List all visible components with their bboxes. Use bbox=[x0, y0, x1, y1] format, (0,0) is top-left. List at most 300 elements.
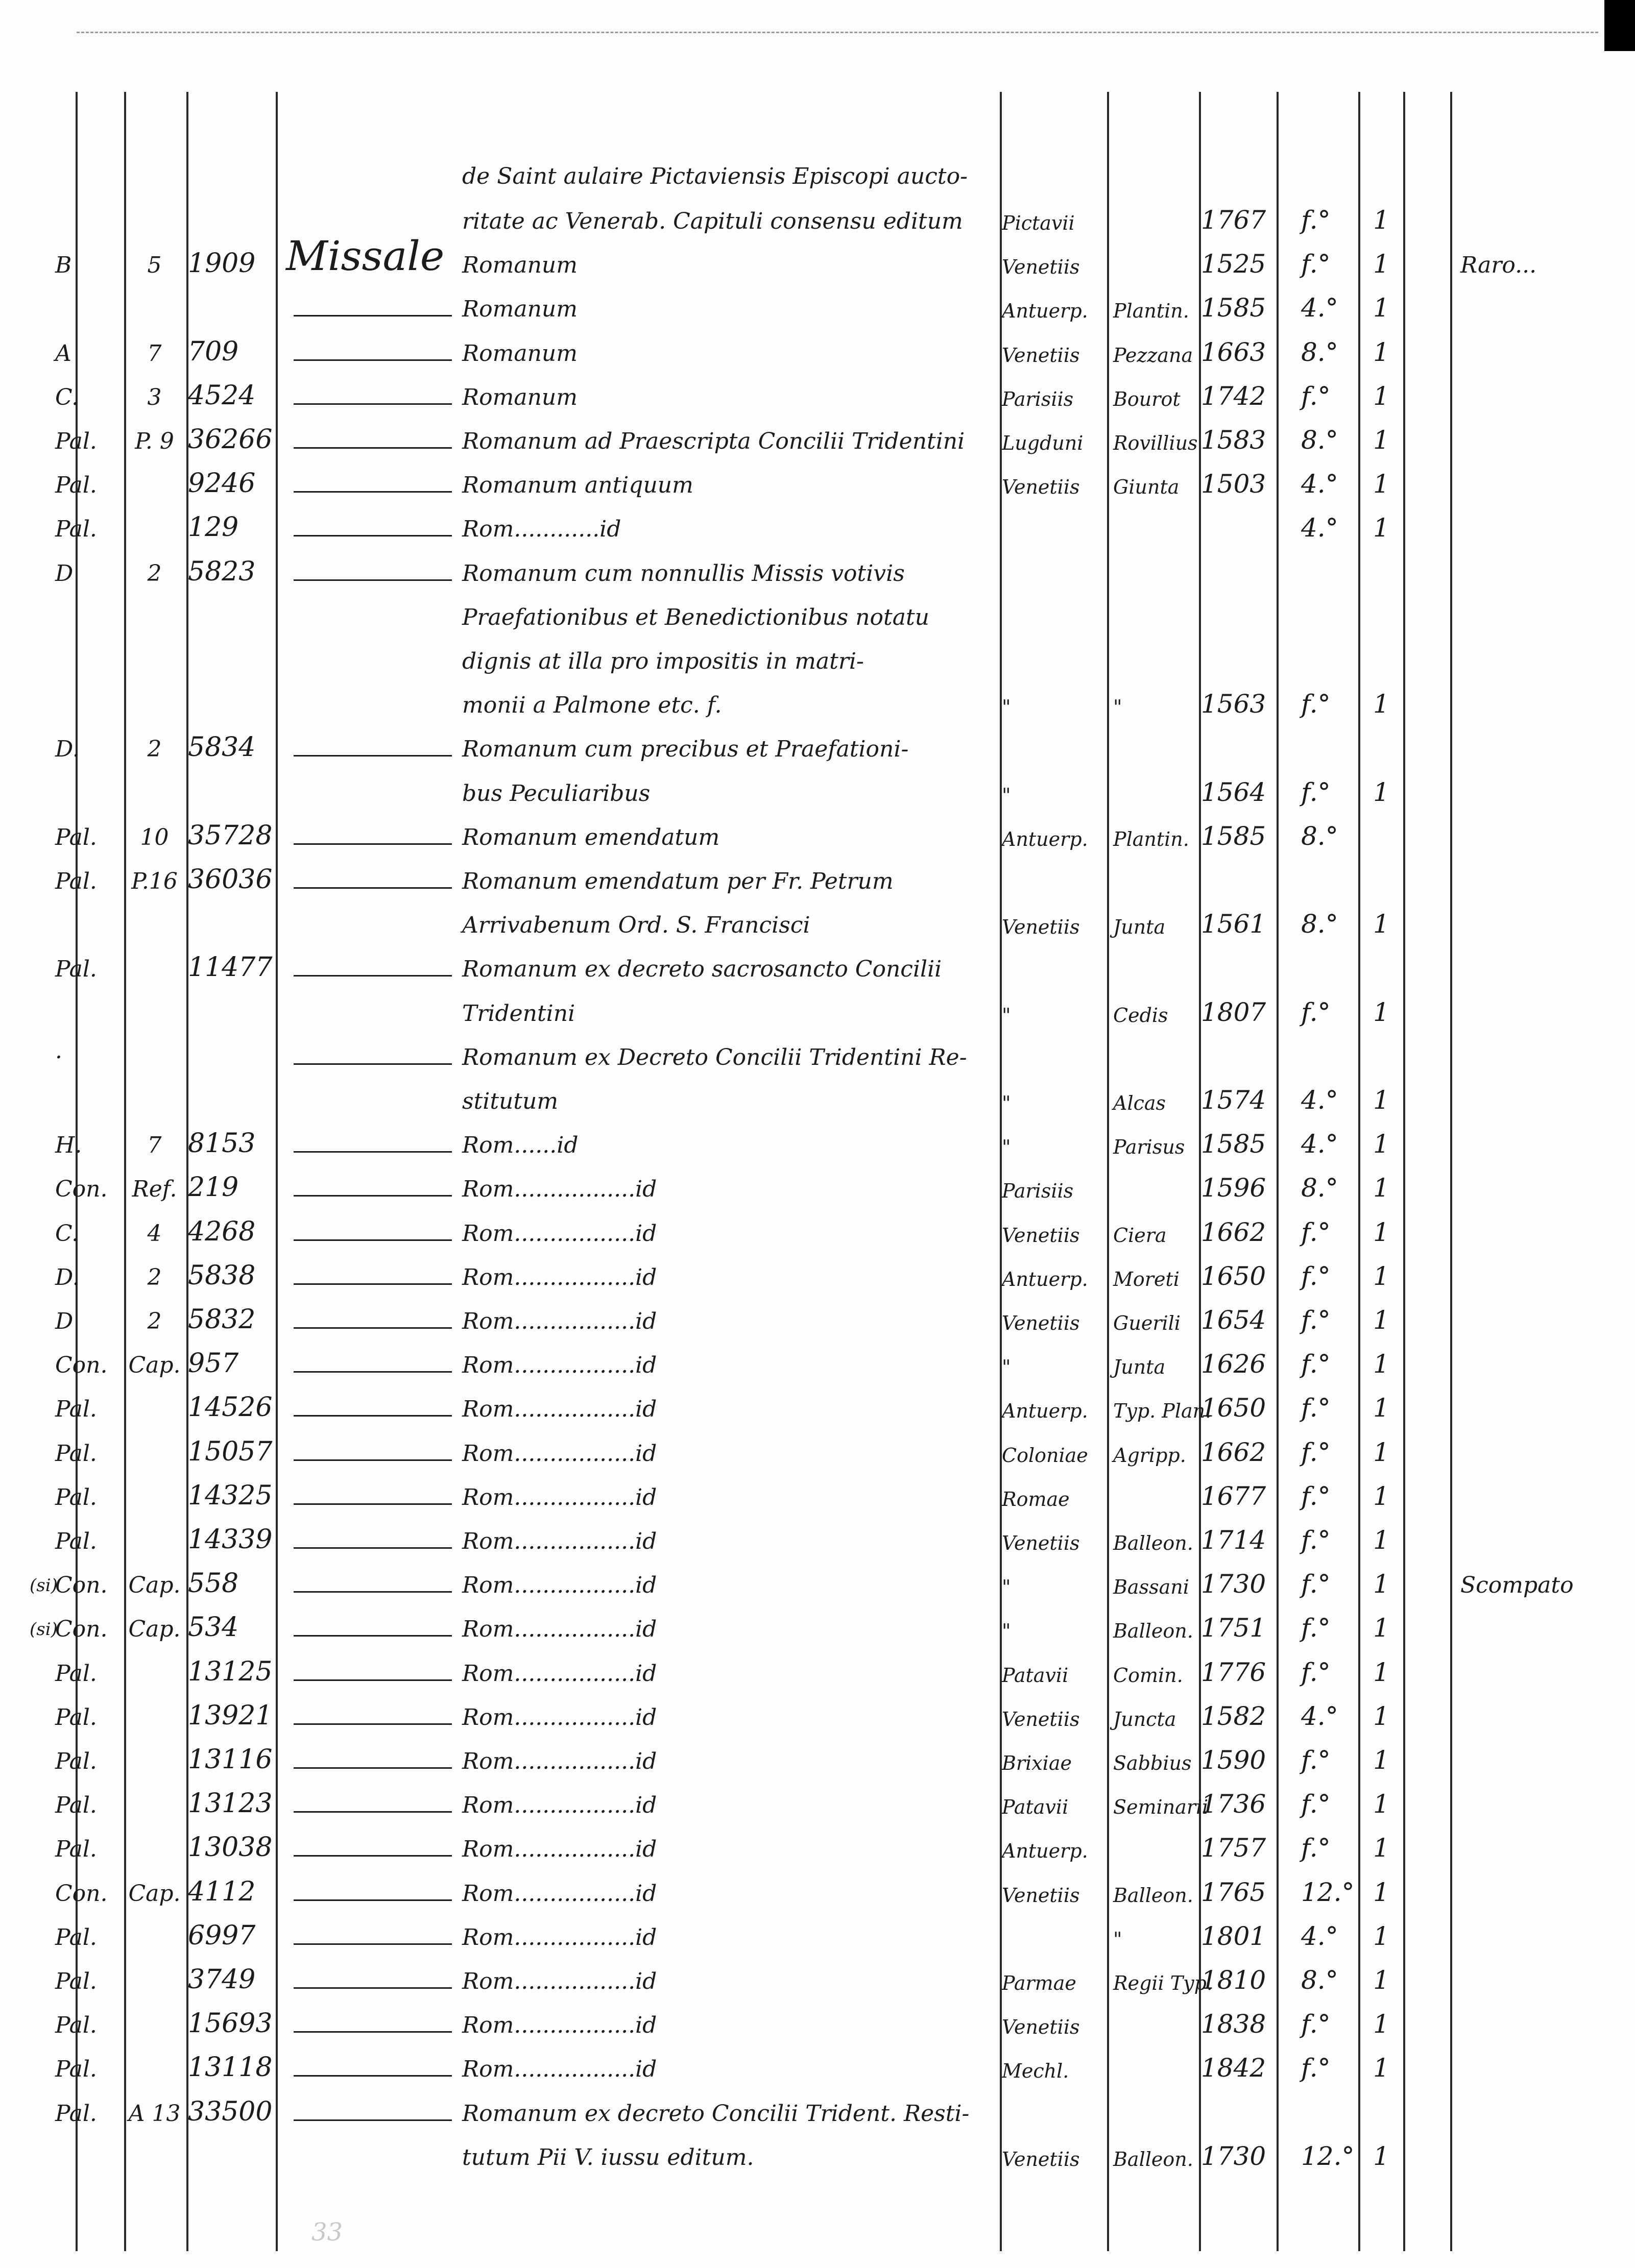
ditto-rule bbox=[294, 535, 452, 536]
volume-count: 1 bbox=[1373, 2141, 1389, 2171]
year: 1730 bbox=[1201, 2141, 1266, 2171]
year: 1650 bbox=[1201, 1393, 1266, 1423]
table-row bbox=[0, 369, 1635, 413]
table-row bbox=[0, 1425, 1635, 1469]
volume-count: 1 bbox=[1373, 1437, 1389, 1467]
place-of-publication: Venetiis bbox=[1002, 476, 1080, 499]
year: 1662 bbox=[1201, 1217, 1266, 1247]
ditto-rule bbox=[294, 1899, 452, 1901]
shelf-mark: Con. bbox=[55, 1176, 108, 1203]
volume-count: 1 bbox=[1373, 293, 1389, 323]
entry-title: Romanum emendatum bbox=[462, 824, 720, 850]
place-of-publication: " bbox=[1002, 696, 1011, 719]
publisher: Agripp. bbox=[1113, 1444, 1186, 1467]
entry-title: Romanum ex Decreto Concilii Tridentini Re- bbox=[462, 1044, 967, 1070]
inventory-number: 36266 bbox=[188, 424, 273, 455]
ditto-rule bbox=[294, 1195, 452, 1197]
year: 1810 bbox=[1201, 1965, 1266, 1995]
shelf-mark: Pal. bbox=[55, 1440, 97, 1467]
ditto-rule bbox=[294, 1855, 452, 1857]
publisher: Sabbius bbox=[1113, 1752, 1192, 1774]
shelf-mark: Pal. bbox=[55, 428, 97, 454]
year: 1776 bbox=[1201, 1657, 1266, 1687]
volume-count: 1 bbox=[1373, 1349, 1389, 1379]
table-row bbox=[0, 1117, 1635, 1161]
volume-count: 1 bbox=[1373, 1745, 1389, 1775]
format: 12.° bbox=[1301, 1877, 1355, 1907]
shelf-mark: Pal. bbox=[55, 1792, 97, 1819]
shelf-mark: C. bbox=[55, 1220, 79, 1247]
table-row bbox=[0, 1381, 1635, 1425]
publisher: Junta bbox=[1113, 916, 1166, 939]
format: 4.° bbox=[1301, 513, 1338, 543]
entry-title: Rom............id bbox=[462, 516, 621, 543]
entry-title: monii a Palmone etc. f. bbox=[462, 692, 722, 719]
volume-count: 1 bbox=[1373, 689, 1389, 719]
format: f.° bbox=[1301, 1349, 1331, 1379]
section-mark: Cap. bbox=[128, 1572, 181, 1599]
volume-count: 1 bbox=[1373, 249, 1389, 279]
ditto-rule bbox=[294, 1503, 452, 1505]
year: 1736 bbox=[1201, 1789, 1266, 1819]
volume-count: 1 bbox=[1373, 1173, 1389, 1203]
inventory-number: 219 bbox=[188, 1172, 239, 1203]
year: 1585 bbox=[1201, 293, 1266, 323]
header-text: ritate ac Venerab. Capituli consensu editum bbox=[462, 208, 963, 234]
year: 1561 bbox=[1201, 909, 1266, 939]
table-row bbox=[0, 2041, 1635, 2085]
inventory-number: 13038 bbox=[188, 1832, 273, 1863]
section-mark: 7 bbox=[147, 1132, 162, 1159]
section-mark: A 13 bbox=[128, 2100, 181, 2127]
table-row bbox=[0, 1337, 1635, 1381]
margin-remark: (si) bbox=[30, 1575, 58, 1596]
volume-count: 1 bbox=[1373, 2009, 1389, 2039]
entry-title: Rom.................id bbox=[462, 2012, 657, 2039]
inventory-number: 33500 bbox=[188, 2096, 273, 2127]
entry-title: Romanum ad Praescripta Concilii Tridentini bbox=[462, 428, 965, 454]
shelf-mark: Con. bbox=[55, 1880, 108, 1907]
year: 1767 bbox=[1201, 205, 1266, 235]
entry-title: Praefationibus et Benedictionibus notatu bbox=[462, 604, 929, 630]
table-row bbox=[0, 985, 1635, 1029]
table-row bbox=[0, 1777, 1635, 1821]
year: 1582 bbox=[1201, 1701, 1266, 1731]
volume-count: 1 bbox=[1373, 1965, 1389, 1995]
table-row bbox=[0, 1513, 1635, 1557]
table-row bbox=[0, 589, 1635, 633]
place-of-publication: Antuerp. bbox=[1002, 1400, 1088, 1423]
entry-title: Rom.................id bbox=[462, 1440, 657, 1467]
ditto-rule bbox=[294, 755, 452, 757]
table-row bbox=[0, 1073, 1635, 1117]
volume-count: 1 bbox=[1373, 1525, 1389, 1555]
inventory-number: 13123 bbox=[188, 1788, 273, 1819]
publisher: Regii Typ. bbox=[1113, 1972, 1213, 1994]
place-of-publication: Parisiis bbox=[1002, 387, 1074, 410]
format: 8.° bbox=[1301, 337, 1338, 367]
format: f.° bbox=[1301, 2053, 1331, 2083]
year: 1574 bbox=[1201, 1085, 1266, 1115]
year: 1842 bbox=[1201, 2053, 1266, 2083]
format: 8.° bbox=[1301, 909, 1338, 939]
place-of-publication: " bbox=[1002, 1356, 1011, 1379]
header-line bbox=[0, 148, 1635, 192]
table-row bbox=[0, 1997, 1635, 2041]
inventory-number: 957 bbox=[188, 1348, 239, 1379]
inventory-number: 558 bbox=[188, 1568, 239, 1599]
format: f.° bbox=[1301, 205, 1331, 235]
table-row bbox=[0, 1733, 1635, 1777]
year: 1662 bbox=[1201, 1437, 1266, 1467]
ditto-rule bbox=[294, 1943, 452, 1945]
inventory-number: 5832 bbox=[188, 1304, 256, 1335]
ditto-rule bbox=[294, 1239, 452, 1241]
section-mark: Cap. bbox=[128, 1616, 181, 1643]
ditto-rule bbox=[294, 1459, 452, 1461]
entry-title: Rom.................id bbox=[462, 1616, 657, 1643]
place-of-publication: " bbox=[1002, 1620, 1011, 1643]
entry-title: Rom.................id bbox=[462, 1308, 657, 1334]
inventory-number: 5838 bbox=[188, 1260, 256, 1291]
ditto-rule bbox=[294, 1679, 452, 1681]
table-row bbox=[0, 1909, 1635, 1953]
format: f.° bbox=[1301, 1525, 1331, 1555]
entry-title: Romanum cum nonnullis Missis votivis bbox=[462, 560, 905, 587]
year: 1801 bbox=[1201, 1921, 1266, 1951]
volume-count: 1 bbox=[1373, 1305, 1389, 1335]
entry-title: Rom.................id bbox=[462, 1352, 657, 1379]
table-row bbox=[0, 281, 1635, 325]
format: f.° bbox=[1301, 1789, 1331, 1819]
shelf-mark: Pal. bbox=[55, 1968, 97, 1994]
inventory-number: 14339 bbox=[188, 1524, 273, 1555]
format: f.° bbox=[1301, 1481, 1331, 1511]
table-row bbox=[0, 809, 1635, 853]
entry-title: Romanum bbox=[462, 340, 578, 367]
table-row bbox=[0, 413, 1635, 457]
table-row bbox=[0, 545, 1635, 589]
ditto-rule bbox=[294, 403, 452, 405]
entry-title: Romanum cum precibus et Praefationi- bbox=[462, 736, 909, 763]
shelf-mark: D bbox=[55, 1308, 74, 1334]
entry-title: Romanum emendatum per Fr. Petrum bbox=[462, 868, 894, 894]
table-row bbox=[0, 232, 1635, 281]
table-row bbox=[0, 1249, 1635, 1293]
entry-title: Arrivabenum Ord. S. Francisci bbox=[462, 912, 810, 939]
table-row bbox=[0, 677, 1635, 721]
place-of-publication: " bbox=[1002, 1136, 1011, 1159]
entry-title: Romanum bbox=[462, 252, 578, 279]
place-of-publication: Parisiis bbox=[1002, 1180, 1074, 1203]
place-of-publication: Antuerp. bbox=[1002, 827, 1088, 850]
inventory-number: 35728 bbox=[188, 820, 273, 851]
shelf-mark: D bbox=[55, 560, 74, 587]
volume-count: 1 bbox=[1373, 1481, 1389, 1511]
table-row bbox=[0, 325, 1635, 369]
entry-title: Rom.................id bbox=[462, 1528, 657, 1554]
year: 1765 bbox=[1201, 1877, 1266, 1907]
volume-count: 1 bbox=[1373, 1085, 1389, 1115]
note: Raro... bbox=[1460, 252, 1537, 279]
format: f.° bbox=[1301, 1569, 1331, 1599]
volume-count: 1 bbox=[1373, 1129, 1389, 1159]
entry-title: Rom.................id bbox=[462, 1220, 657, 1247]
format: 4.° bbox=[1301, 1085, 1338, 1115]
ditto-rule bbox=[294, 887, 452, 889]
volume-count: 1 bbox=[1373, 425, 1389, 455]
section-mark: 3 bbox=[147, 384, 162, 410]
entry-title: Rom.................id bbox=[462, 1176, 657, 1203]
place-of-publication: Antuerp. bbox=[1002, 1840, 1088, 1863]
inventory-number: 3749 bbox=[188, 1964, 256, 1995]
shelf-mark: Pal. bbox=[55, 2100, 97, 2127]
format: f.° bbox=[1301, 1657, 1331, 1687]
volume-count: 1 bbox=[1373, 909, 1389, 939]
entry-title: dignis at illa pro impositis in matri- bbox=[462, 648, 864, 674]
section-mark: P.16 bbox=[131, 868, 178, 894]
volume-count: 1 bbox=[1373, 1217, 1389, 1247]
entry-title: Rom.................id bbox=[462, 1880, 657, 1907]
shelf-mark: B bbox=[55, 252, 72, 279]
year: 1596 bbox=[1201, 1173, 1266, 1203]
inventory-number: 129 bbox=[188, 512, 239, 543]
entry-title: Rom.................id bbox=[462, 1836, 657, 1863]
entry-title: Rom.................id bbox=[462, 2056, 657, 2083]
place-of-publication: " bbox=[1002, 1092, 1011, 1114]
entry-title: Rom.................id bbox=[462, 1924, 657, 1950]
year: 1650 bbox=[1201, 1261, 1266, 1291]
format: f.° bbox=[1301, 1261, 1331, 1291]
table-row bbox=[0, 1293, 1635, 1337]
place-of-publication: Brixiae bbox=[1002, 1752, 1072, 1774]
place-of-publication: Venetiis bbox=[1002, 916, 1080, 939]
entry-title: Rom.................id bbox=[462, 1704, 657, 1730]
publisher: Balleon. bbox=[1113, 1532, 1193, 1554]
place-of-publication: Antuerp. bbox=[1002, 300, 1088, 323]
table-row bbox=[0, 2129, 1635, 2173]
publisher: Balleon. bbox=[1113, 1884, 1193, 1907]
entry-title: tutum Pii V. iussu editum. bbox=[462, 2144, 754, 2171]
table-row bbox=[0, 633, 1635, 677]
format: f.° bbox=[1301, 249, 1331, 279]
table-row bbox=[0, 1821, 1635, 1865]
format: 8.° bbox=[1301, 1173, 1338, 1203]
section-mark: 10 bbox=[140, 824, 169, 850]
entry-title: Romanum ex decreto sacrosancto Concilii bbox=[462, 956, 942, 983]
section-mark: Ref. bbox=[132, 1176, 177, 1203]
shelf-mark: D. bbox=[55, 1264, 80, 1290]
year: 1654 bbox=[1201, 1305, 1266, 1335]
place-of-publication: Coloniae bbox=[1002, 1444, 1088, 1467]
ditto-rule bbox=[294, 1415, 452, 1417]
shelf-mark: Con. bbox=[55, 1352, 108, 1379]
place-of-publication: " bbox=[1002, 784, 1011, 807]
entry-title: Romanum antiquum bbox=[462, 472, 693, 499]
format: 12.° bbox=[1301, 2141, 1355, 2171]
shelf-mark: Pal. bbox=[55, 1704, 97, 1730]
format: 8.° bbox=[1301, 821, 1338, 851]
place-of-publication: Mechl. bbox=[1002, 2060, 1069, 2083]
volume-count: 1 bbox=[1373, 777, 1389, 807]
ditto-rule bbox=[294, 1811, 452, 1813]
inventory-number: 13116 bbox=[188, 1744, 273, 1775]
inventory-number: 13125 bbox=[188, 1656, 273, 1687]
place-of-publication: Venetiis bbox=[1002, 1532, 1080, 1554]
ditto-rule bbox=[294, 1151, 452, 1153]
inventory-number: 4112 bbox=[188, 1876, 256, 1907]
inventory-number: 6997 bbox=[188, 1920, 256, 1951]
place-of-publication: Venetiis bbox=[1002, 256, 1080, 279]
shelf-mark: Con. bbox=[55, 1572, 108, 1599]
ditto-rule bbox=[294, 359, 452, 361]
place-of-publication: Patavii bbox=[1002, 1664, 1069, 1687]
shelf-mark: Pal. bbox=[55, 1660, 97, 1687]
ditto-rule bbox=[294, 1371, 452, 1373]
year: 1503 bbox=[1201, 469, 1266, 499]
format: f.° bbox=[1301, 1745, 1331, 1775]
format: f.° bbox=[1301, 1437, 1331, 1467]
format: 4.° bbox=[1301, 469, 1338, 499]
ditto-rule bbox=[294, 1063, 452, 1065]
shelf-mark: Pal. bbox=[55, 868, 97, 894]
ditto-rule bbox=[294, 1547, 452, 1549]
ditto-rule bbox=[294, 1591, 452, 1593]
entry-title: Rom.................id bbox=[462, 1660, 657, 1687]
publisher: " bbox=[1113, 696, 1122, 719]
section-mark: 4 bbox=[147, 1220, 162, 1247]
table-row bbox=[0, 1645, 1635, 1689]
year: 1626 bbox=[1201, 1349, 1266, 1379]
entry-title: Rom.................id bbox=[462, 1968, 657, 1994]
shelf-mark: Pal. bbox=[55, 824, 97, 850]
format: f.° bbox=[1301, 1613, 1331, 1643]
ditto-rule bbox=[294, 2119, 452, 2121]
ditto-rule bbox=[294, 1635, 452, 1637]
ditto-rule bbox=[294, 447, 452, 449]
format: f.° bbox=[1301, 2009, 1331, 2039]
place-of-publication: Venetiis bbox=[1002, 344, 1080, 367]
inventory-number: 13921 bbox=[188, 1700, 273, 1731]
year: 1751 bbox=[1201, 1613, 1266, 1643]
entry-title: Rom.................id bbox=[462, 1792, 657, 1819]
entry-title: Rom......id bbox=[462, 1132, 579, 1159]
place-of-publication: Venetiis bbox=[1002, 1884, 1080, 1907]
format: 4.° bbox=[1301, 1701, 1338, 1731]
format: 8.° bbox=[1301, 425, 1338, 455]
format: f.° bbox=[1301, 1393, 1331, 1423]
publisher: Seminarii bbox=[1113, 1796, 1209, 1819]
format: f.° bbox=[1301, 1305, 1331, 1335]
publisher: Balleon. bbox=[1113, 2148, 1193, 2171]
publisher: Guerili bbox=[1113, 1312, 1181, 1334]
volume-count: 1 bbox=[1373, 381, 1389, 411]
shelf-mark: Pal. bbox=[55, 516, 97, 543]
ditto-rule bbox=[294, 843, 452, 845]
volume-count: 1 bbox=[1373, 1613, 1389, 1643]
publisher: " bbox=[1113, 1928, 1122, 1950]
section-mark: 2 bbox=[147, 1264, 162, 1290]
publisher: Rovillius bbox=[1113, 432, 1198, 454]
publisher: Moreti bbox=[1113, 1267, 1180, 1290]
year: 1663 bbox=[1201, 337, 1266, 367]
ditto-rule bbox=[294, 315, 452, 316]
year: 1590 bbox=[1201, 1745, 1266, 1775]
shelf-mark: Con. bbox=[55, 1616, 108, 1643]
publisher: Comin. bbox=[1113, 1664, 1183, 1687]
year: 1564 bbox=[1201, 777, 1266, 807]
publisher: Bourot bbox=[1113, 387, 1181, 410]
table-row bbox=[0, 897, 1635, 941]
publisher: Ciera bbox=[1113, 1224, 1167, 1247]
section-mark: 5 bbox=[147, 252, 162, 279]
format: f.° bbox=[1301, 997, 1331, 1027]
place-of-publication: Venetiis bbox=[1002, 1708, 1080, 1730]
volume-count: 1 bbox=[1373, 1657, 1389, 1687]
ditto-rule bbox=[294, 491, 452, 493]
format: f.° bbox=[1301, 777, 1331, 807]
table-row bbox=[0, 721, 1635, 765]
table-row bbox=[0, 457, 1635, 501]
year: 1807 bbox=[1201, 997, 1266, 1027]
ditto-rule bbox=[294, 2075, 452, 2077]
shelf-mark: Pal. bbox=[55, 1396, 97, 1423]
publisher: Cedis bbox=[1113, 1004, 1168, 1027]
entry-title: Rom.................id bbox=[462, 1748, 657, 1774]
ditto-rule bbox=[294, 1767, 452, 1769]
format: 8.° bbox=[1301, 1965, 1338, 1995]
entry-title: Rom.................id bbox=[462, 1484, 657, 1510]
year: 1525 bbox=[1201, 249, 1266, 279]
year: 1677 bbox=[1201, 1481, 1266, 1511]
volume-count: 1 bbox=[1373, 469, 1389, 499]
inventory-number: 36036 bbox=[188, 864, 273, 895]
publisher: Alcas bbox=[1113, 1092, 1166, 1114]
shelf-mark: Pal. bbox=[55, 1924, 97, 1950]
table-row bbox=[0, 853, 1635, 897]
shelf-mark: D. bbox=[55, 736, 80, 763]
volume-count: 1 bbox=[1373, 1921, 1389, 1951]
table-row bbox=[0, 1689, 1635, 1733]
inventory-number: 15693 bbox=[188, 2008, 273, 2039]
table-row bbox=[0, 1601, 1635, 1645]
volume-count: 1 bbox=[1373, 1569, 1389, 1599]
inventory-number: 4268 bbox=[188, 1216, 256, 1247]
inventory-number: 5823 bbox=[188, 556, 256, 587]
year: 1583 bbox=[1201, 425, 1266, 455]
volume-count: 1 bbox=[1373, 1877, 1389, 1907]
place-of-publication: Venetiis bbox=[1002, 2016, 1080, 2039]
year: 1585 bbox=[1201, 821, 1266, 851]
table-row bbox=[0, 1557, 1635, 1601]
inventory-number: 709 bbox=[188, 336, 239, 367]
table-row bbox=[0, 765, 1635, 809]
top-rule bbox=[77, 32, 1598, 33]
volume-count: 1 bbox=[1373, 1261, 1389, 1291]
shelf-mark: A bbox=[55, 340, 71, 367]
inventory-number: 1909 bbox=[188, 248, 256, 279]
table-row bbox=[0, 1953, 1635, 1997]
shelf-mark: Pal. bbox=[55, 2056, 97, 2083]
format: f.° bbox=[1301, 381, 1331, 411]
place-of-publication: Patavii bbox=[1002, 1796, 1069, 1819]
publisher: Junta bbox=[1113, 1356, 1166, 1379]
publisher: Giunta bbox=[1113, 476, 1180, 499]
inventory-number: 9246 bbox=[188, 468, 256, 499]
ditto-rule bbox=[294, 2031, 452, 2033]
place-of-publication: " bbox=[1002, 1004, 1011, 1027]
format: f.° bbox=[1301, 1833, 1331, 1863]
